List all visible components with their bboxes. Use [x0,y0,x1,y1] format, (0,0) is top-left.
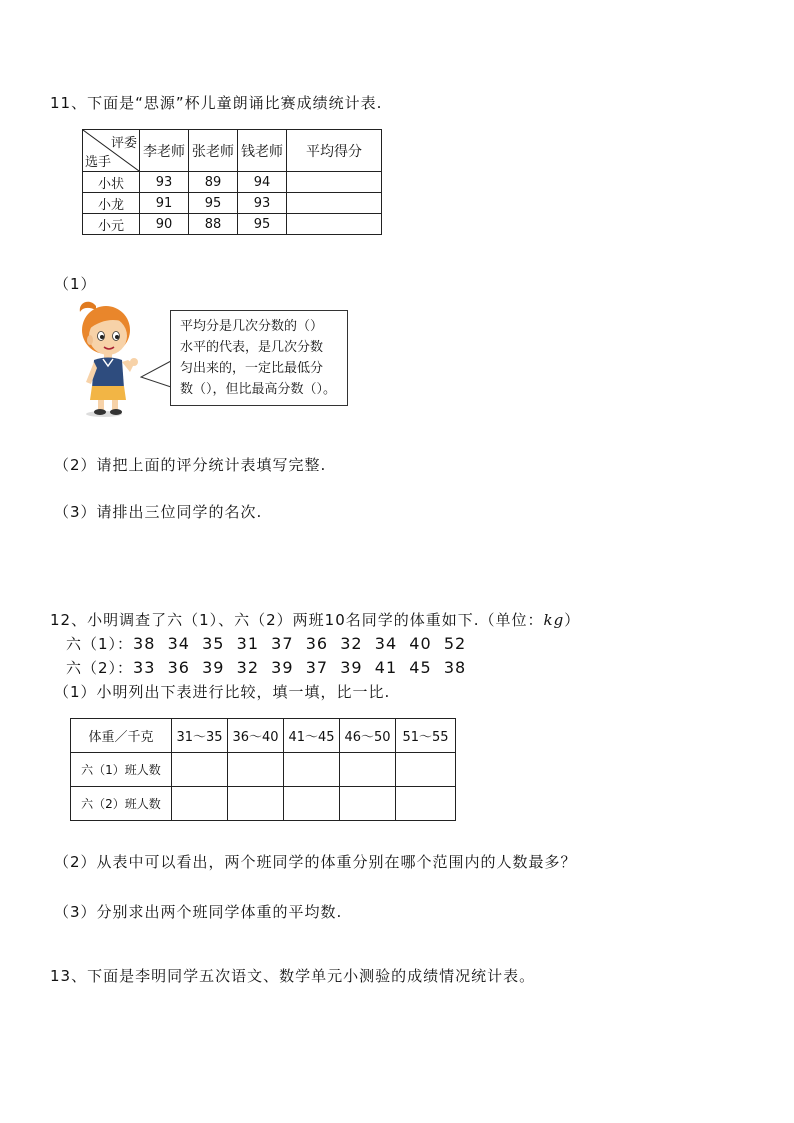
header-range: 51～55 [396,719,456,753]
count-cell[interactable] [284,753,340,787]
bubble-line: 数（），但比最高分数（）。 [180,382,337,397]
bubble-line: 平均分是几次分数的（） [180,319,324,334]
q12-title [50,609,580,630]
bubble-line: 水平的代表，是几次分数 [180,340,324,355]
table-row [71,787,456,821]
header-range: 36～40 [228,719,284,753]
count-cell[interactable] [284,787,340,821]
table-row [83,193,382,214]
row-label: 六（2）班人数 [71,787,172,821]
score-cell: 89 [189,172,238,193]
corner-judges-label: 评委 [110,136,137,151]
class2-label: 六（2）： [66,659,134,677]
q11-part3: （3）请排出三位同学的名次. [54,503,263,521]
average-cell[interactable] [287,172,382,193]
header-average: 平均得分 [287,130,382,172]
q11-part1-label: （1） [54,275,97,293]
score-cell: 94 [238,172,287,193]
header-judge-zhang: 张老师 [189,130,238,172]
q11-score-table [82,129,382,235]
table-row [71,753,456,787]
q12-title-suffix: ） [564,611,581,629]
girl-illustration [66,300,142,420]
speech-bubble-tail [140,355,172,395]
count-cell[interactable] [172,787,228,821]
count-cell[interactable] [228,753,284,787]
q13-title: 13、下面是李明同学五次语文、数学单元小测验的成绩情况统计表。 [50,967,536,985]
contestant-name: 小龙 [83,193,140,214]
q11-title: 11、下面是“思源”杯儿童朗诵比赛成绩统计表. [50,94,383,112]
bubble-line: 匀出来的，一定比最低分 [180,361,324,376]
score-cell: 93 [238,193,287,214]
contestant-name: 小状 [83,172,140,193]
count-cell[interactable] [340,753,396,787]
class1-label: 六（1）： [66,635,134,653]
table-row [83,214,382,235]
table-row [83,172,382,193]
header-weight: 体重／千克 [71,719,172,753]
score-cell: 95 [189,193,238,214]
header-range: 31～35 [172,719,228,753]
score-cell: 91 [140,193,189,214]
corner-header-cell [83,130,140,172]
q12-part2: （2）从表中可以看出，两个班同学的体重分别在哪个范围内的人数最多？ [54,853,577,871]
count-cell[interactable] [340,787,396,821]
speech-bubble [170,310,348,406]
count-cell[interactable] [396,787,456,821]
average-cell[interactable] [287,193,382,214]
score-cell: 95 [238,214,287,235]
class2-values: 33 36 39 32 39 37 39 41 45 38 [133,658,467,677]
class2-weights [66,657,466,678]
q12-part1: （1）小明列出下表进行比较，填一填，比一比. [54,683,391,701]
average-cell[interactable] [287,214,382,235]
count-cell[interactable] [172,753,228,787]
q12-part3: （3）分别求出两个班同学体重的平均数. [54,903,343,921]
class1-values: 38 34 35 31 37 36 32 34 40 52 [133,634,467,653]
score-cell: 88 [189,214,238,235]
q11-part2: （2）请把上面的评分统计表填写完整. [54,456,327,474]
header-range: 46～50 [340,719,396,753]
row-label: 六（1）班人数 [71,753,172,787]
count-cell[interactable] [228,787,284,821]
q12-title-prefix: 12、小明调查了六（1）、六（2）两班10名同学的体重如下.（单位： [50,611,544,629]
header-judge-li: 李老师 [140,130,189,172]
class1-weights [66,633,466,654]
score-cell: 93 [140,172,189,193]
header-judge-qian: 钱老师 [238,130,287,172]
score-cell: 90 [140,214,189,235]
count-cell[interactable] [396,753,456,787]
unit-kg: kg [543,611,565,629]
q12-weight-table [70,718,456,821]
contestant-name: 小元 [83,214,140,235]
header-range: 41～45 [284,719,340,753]
corner-contestants-label: 选手 [85,155,112,170]
